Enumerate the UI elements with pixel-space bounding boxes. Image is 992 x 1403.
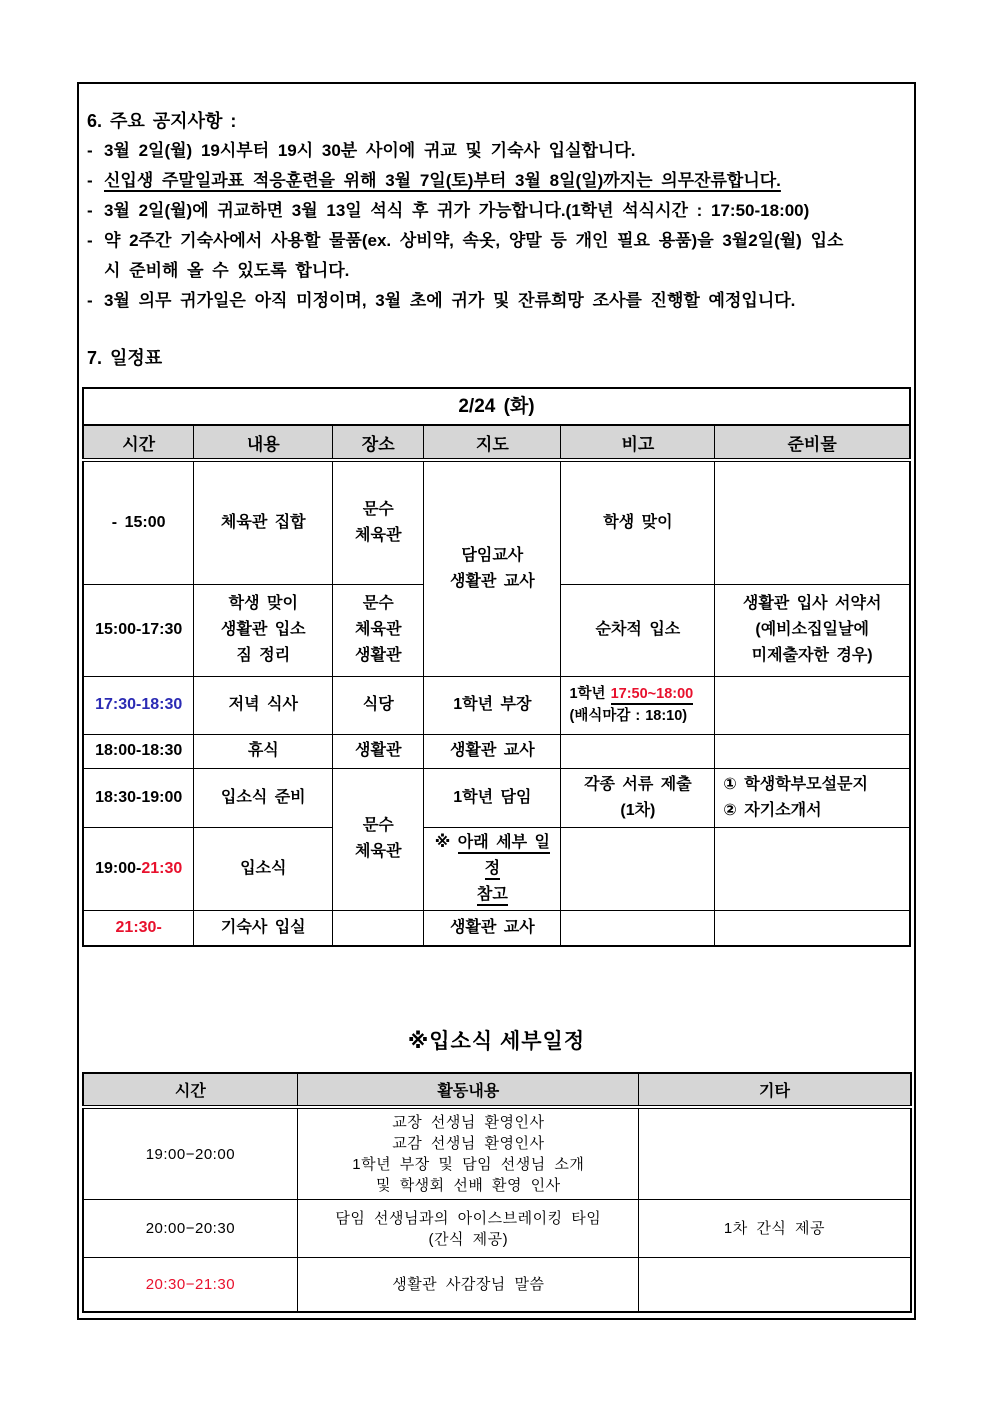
cell-line: [429, 785, 555, 811]
notice-text: [104, 286, 904, 316]
text-run: 및 학생회 선배 환영 인사: [376, 1177, 561, 1194]
cell-line: [199, 617, 327, 643]
schedule-heading: 7. 일정표: [87, 348, 163, 368]
t1-cell-r3-c4: [561, 734, 715, 768]
cell-line: [303, 1133, 633, 1154]
text-run: 짐 정리: [236, 647, 291, 664]
notice-dash: -: [87, 291, 93, 310]
cell-line: [199, 915, 327, 941]
text-run: 체육관: [355, 526, 402, 544]
t1-cell-r2-c5: [715, 676, 910, 734]
cell-line: [199, 591, 327, 617]
cell-line: [89, 915, 188, 941]
t2-cell-r1-c1: [298, 1200, 639, 1258]
text-run: 생활관 입사 서약서: [742, 595, 882, 612]
cell-line: [303, 1229, 633, 1250]
cell-line: [338, 692, 418, 718]
t1-cell-r4-c2: [333, 768, 424, 910]
notice-line: 신입생 주말일과표 적응훈련을 위해 3월 7일(토)부터 3월 8일(일)까지는 의무잔류합니다.: [104, 171, 781, 190]
text-run: 입소식: [240, 859, 287, 877]
notices-section: [87, 106, 904, 316]
t1-cell-r5-c1: [194, 827, 333, 910]
cell-line: [429, 738, 555, 764]
t2-column-header-0: 시간: [83, 1073, 298, 1107]
text-run: (배식마감 : 18:10): [569, 708, 688, 724]
cell-line: [199, 692, 327, 718]
text-run: 저녁 식사: [228, 696, 298, 713]
text-run: 입소식 준비: [220, 788, 306, 806]
t1-column-header-1: 내용: [194, 425, 333, 460]
t1-cell-r3-c2: [333, 734, 424, 768]
text-run: 20:30−21:30: [145, 1275, 236, 1293]
t1-cell-r0-c4: [561, 460, 715, 584]
text-run: 1학년 담임: [453, 788, 532, 806]
t1-cell-r6-c4: [561, 910, 715, 946]
t1-header-row: [83, 425, 910, 460]
cell-line: [89, 1274, 293, 1295]
t2-cell-r2-c1: [298, 1258, 639, 1312]
text-run: 19:00-: [95, 859, 142, 877]
notice-item-4: [87, 286, 904, 316]
t2-cell-r1-c0: [83, 1200, 298, 1258]
t1-row-6: [83, 910, 910, 946]
t2-cell-r0-c1: [298, 1107, 639, 1200]
cell-line: [89, 510, 188, 536]
cell-line: [338, 617, 418, 643]
t1-cell-r0-c3: [424, 460, 561, 676]
text-run: 1학년: [569, 686, 611, 702]
t1-cell-r4-c5: [715, 768, 910, 827]
text-run: 미제출자한 경우): [751, 647, 873, 664]
cell-line: [199, 856, 327, 882]
t1-cell-r2-c1: [194, 676, 333, 734]
text-run: 21:30-: [115, 918, 162, 936]
t2-cell-r2-c0: [83, 1258, 298, 1312]
text-run: 휴식: [247, 742, 279, 759]
cell-line: [429, 569, 555, 595]
text-run: 20:00−20:30: [145, 1220, 236, 1237]
notice-dash: -: [87, 231, 93, 250]
t1-cell-r3-c5: [715, 734, 910, 768]
t2-cell-r1-c2: [639, 1200, 911, 1258]
t1-cell-r6-c5: [715, 910, 910, 946]
text-run: - 15:00: [111, 513, 166, 531]
t1-cell-r1-c1: [194, 584, 333, 676]
cell-line: [644, 1218, 904, 1239]
t1-row-5: [83, 827, 910, 910]
notice-text: [104, 136, 904, 166]
notice-item-0: [87, 136, 904, 166]
schedule-table: [82, 387, 911, 947]
t1-column-header-4: 비고: [561, 425, 715, 460]
t1-cell-r1-c4: [715, 584, 910, 676]
cell-line: [89, 738, 188, 764]
t2-cell-r2-c2: [639, 1258, 911, 1312]
cell-line: [566, 772, 709, 798]
t1-cell-r3-c3: [424, 734, 561, 768]
t2-column-header-2: 기타: [639, 1073, 911, 1107]
text-run: 아래 세부 일정: [458, 834, 550, 880]
cell-line: [303, 1154, 633, 1175]
text-run: 학생 맞이: [603, 513, 673, 531]
cell-line: [199, 643, 327, 669]
cell-line: [89, 856, 188, 882]
text-run: 21:30: [141, 859, 183, 877]
t1-cell-r2-c0: [83, 676, 194, 734]
text-run: 담임교사: [461, 546, 524, 564]
t1-cell-r6-c1: [194, 910, 333, 946]
text-run: ① 학생학부모설문지: [723, 775, 868, 793]
cell-line: [720, 591, 904, 617]
notice-text: [104, 196, 904, 226]
notice-text: [104, 226, 904, 286]
cell-line: [89, 785, 188, 811]
t1-cell-r0-c5: [715, 460, 910, 584]
t1-cell-r4-c3: [424, 768, 561, 827]
text-run: 학생 맞이: [228, 595, 298, 612]
cell-line: [338, 523, 418, 549]
cell-line: [566, 798, 709, 824]
t1-cell-r5-c3: [561, 827, 715, 910]
t1-cell-r3-c1: [194, 734, 333, 768]
cell-line: [303, 1175, 633, 1196]
t2-header-row: [83, 1073, 911, 1107]
cell-line: [338, 643, 418, 669]
notices-list: [87, 136, 904, 316]
text-run: ※: [434, 833, 458, 851]
t2-row-1: [83, 1200, 911, 1258]
t1-row-4: [83, 768, 910, 827]
cell-line: [720, 617, 904, 643]
text-run: 17:50~18:00: [611, 686, 694, 705]
text-run: 생활관 사감장님 말씀: [392, 1275, 545, 1293]
t1-cell-r5-c0: [83, 827, 194, 910]
text-run: 기숙사 입실: [220, 918, 306, 936]
cell-line: [723, 772, 904, 798]
text-run: 15:00-17:30: [95, 621, 183, 638]
cell-line: [429, 543, 555, 569]
text-run: 19:00−20:00: [145, 1145, 236, 1163]
text-run: 체육관 집합: [220, 513, 306, 531]
text-run: 1차 간식 제공: [723, 1220, 826, 1237]
detail-schedule-title: ※입소식 세부일정: [407, 1030, 586, 1053]
t1-cell-r1-c0: [83, 584, 194, 676]
text-run: 생활관: [355, 647, 402, 664]
text-run: 1학년 부장: [453, 696, 532, 713]
cell-line: [429, 915, 555, 941]
t1-cell-r2-c3: [424, 676, 561, 734]
text-run: 생활관 교사: [449, 742, 535, 759]
t1-cell-r6-c3: [424, 910, 561, 946]
t1-column-header-5: 준비물: [715, 425, 910, 460]
t1-cell-r2-c2: [333, 676, 424, 734]
cell-line: [199, 785, 327, 811]
t1-cell-r4-c0: [83, 768, 194, 827]
notice-line: 3월 의무 귀가일은 아직 미정이며, 3월 초에 귀가 및 잔류희망 조사를 진행할 예정입니다.: [104, 291, 796, 310]
notice-text: [104, 166, 904, 196]
cell-line: [89, 1144, 293, 1165]
text-run: 18:30-19:00: [95, 788, 183, 806]
notice-item-3: [87, 226, 904, 286]
notices-heading: 6. 주요 공지사항 :: [87, 111, 237, 131]
t1-column-header-0: 시간: [83, 425, 194, 460]
text-run: 17:30-18:30: [95, 696, 183, 713]
detail-table: [82, 1072, 912, 1313]
text-run: 문수: [362, 817, 394, 834]
cell-line: [429, 882, 555, 908]
t1-column-header-3: 지도: [424, 425, 561, 460]
t1-cell-r6-c2: [333, 910, 424, 946]
cell-line: [338, 738, 418, 764]
t2-row-2: [83, 1258, 911, 1312]
text-run: 체육관: [355, 843, 402, 860]
cell-line: [429, 692, 555, 718]
cell-line: [566, 617, 709, 643]
text-run: (간식 제공): [428, 1230, 509, 1248]
t1-cell-r5-c2: [424, 827, 561, 910]
text-run: 체육관: [355, 621, 402, 638]
t1-cell-r6-c0: [83, 910, 194, 946]
t1-cell-r5-c4: [715, 827, 910, 910]
text-run: 생활관: [355, 742, 402, 759]
t2-cell-r0-c2: [639, 1107, 911, 1200]
t1-cell-r0-c0: [83, 460, 194, 584]
notice-line: 3월 2일(월) 19시부터 19시 30분 사이에 귀교 및 기숙사 입실합니다.: [104, 141, 636, 160]
cell-line: [89, 692, 188, 718]
text-run: 참고: [477, 886, 508, 906]
text-run: 18:00-18:30: [95, 742, 183, 759]
notice-line: 3월 2일(월)에 귀교하면 3월 13일 석식 후 귀가 가능합니다.(1학년 석식시간 : 17:50-18:00): [104, 201, 810, 220]
t1-cell-r0-c1: [194, 460, 333, 584]
text-run: 교감 선생님 환영인사: [392, 1135, 545, 1152]
text-run: 생활관 교사: [449, 572, 535, 590]
t2-cell-r0-c0: [83, 1107, 298, 1200]
cell-line: [338, 591, 418, 617]
cell-line: [89, 617, 188, 643]
text-run: 문수: [362, 500, 394, 518]
cell-line: [569, 683, 709, 705]
text-run: 1학년 부장 및 담임 선생님 소개: [352, 1156, 585, 1173]
notice-dash: -: [87, 201, 93, 220]
notice-line: 시 준비해 올 수 있도록 합니다.: [104, 261, 350, 280]
t1-cell-r4-c4: [561, 768, 715, 827]
cell-line: [566, 510, 709, 536]
t1-cell-r1-c3: [561, 584, 715, 676]
text-run: (예비소집일날에: [755, 621, 869, 638]
t1-row-0: [83, 460, 910, 584]
cell-line: [338, 839, 418, 865]
text-run: 생활관 입소: [220, 621, 306, 638]
page-border-box: [77, 82, 916, 1320]
text-run: ② 자기소개서: [723, 801, 822, 819]
t1-cell-r1-c2: [333, 584, 424, 676]
t1-title: 2/24 (화): [83, 388, 910, 425]
t1-column-header-2: 장소: [333, 425, 424, 460]
text-run: 생활관 교사: [449, 918, 535, 936]
text-run: 담임 선생님과의 아이스브레이킹 타임: [335, 1209, 602, 1227]
text-run: 문수: [362, 595, 394, 612]
cell-line: [199, 738, 327, 764]
cell-line: [303, 1112, 633, 1133]
t1-row-2: [83, 676, 910, 734]
t1-cell-r3-c0: [83, 734, 194, 768]
text-run: 각종 서류 제출: [584, 775, 692, 793]
cell-line: [338, 497, 418, 523]
notice-dash: -: [87, 171, 93, 190]
text-run: 순차적 입소: [595, 621, 681, 638]
text-run: (1차): [620, 801, 656, 819]
cell-line: [723, 798, 904, 824]
cell-line: [720, 643, 904, 669]
notice-dash: -: [87, 141, 93, 160]
t2-column-header-1: 활동내용: [298, 1073, 639, 1107]
text-run: 식당: [362, 696, 394, 713]
t1-cell-r0-c2: [333, 460, 424, 584]
cell-line: [199, 510, 327, 536]
notice-item-2: [87, 196, 904, 226]
text-run: 교장 선생님 환영인사: [392, 1114, 545, 1131]
notice-item-1: [87, 166, 904, 196]
cell-line: [89, 1218, 293, 1239]
t2-row-0: [83, 1107, 911, 1200]
notice-line: 약 2주간 기숙사에서 사용할 물품(ex. 상비약, 속옷, 양말 등 개인 필요 용품)을 3월2일(월) 입소: [104, 231, 844, 250]
cell-line: [569, 705, 709, 727]
t1-row-3: [83, 734, 910, 768]
t1-cell-r2-c4: [561, 676, 715, 734]
cell-line: [303, 1208, 633, 1229]
cell-line: [338, 813, 418, 839]
cell-line: [303, 1274, 633, 1295]
cell-line: [429, 830, 555, 882]
t1-title-row: [83, 388, 910, 425]
t1-cell-r4-c1: [194, 768, 333, 827]
